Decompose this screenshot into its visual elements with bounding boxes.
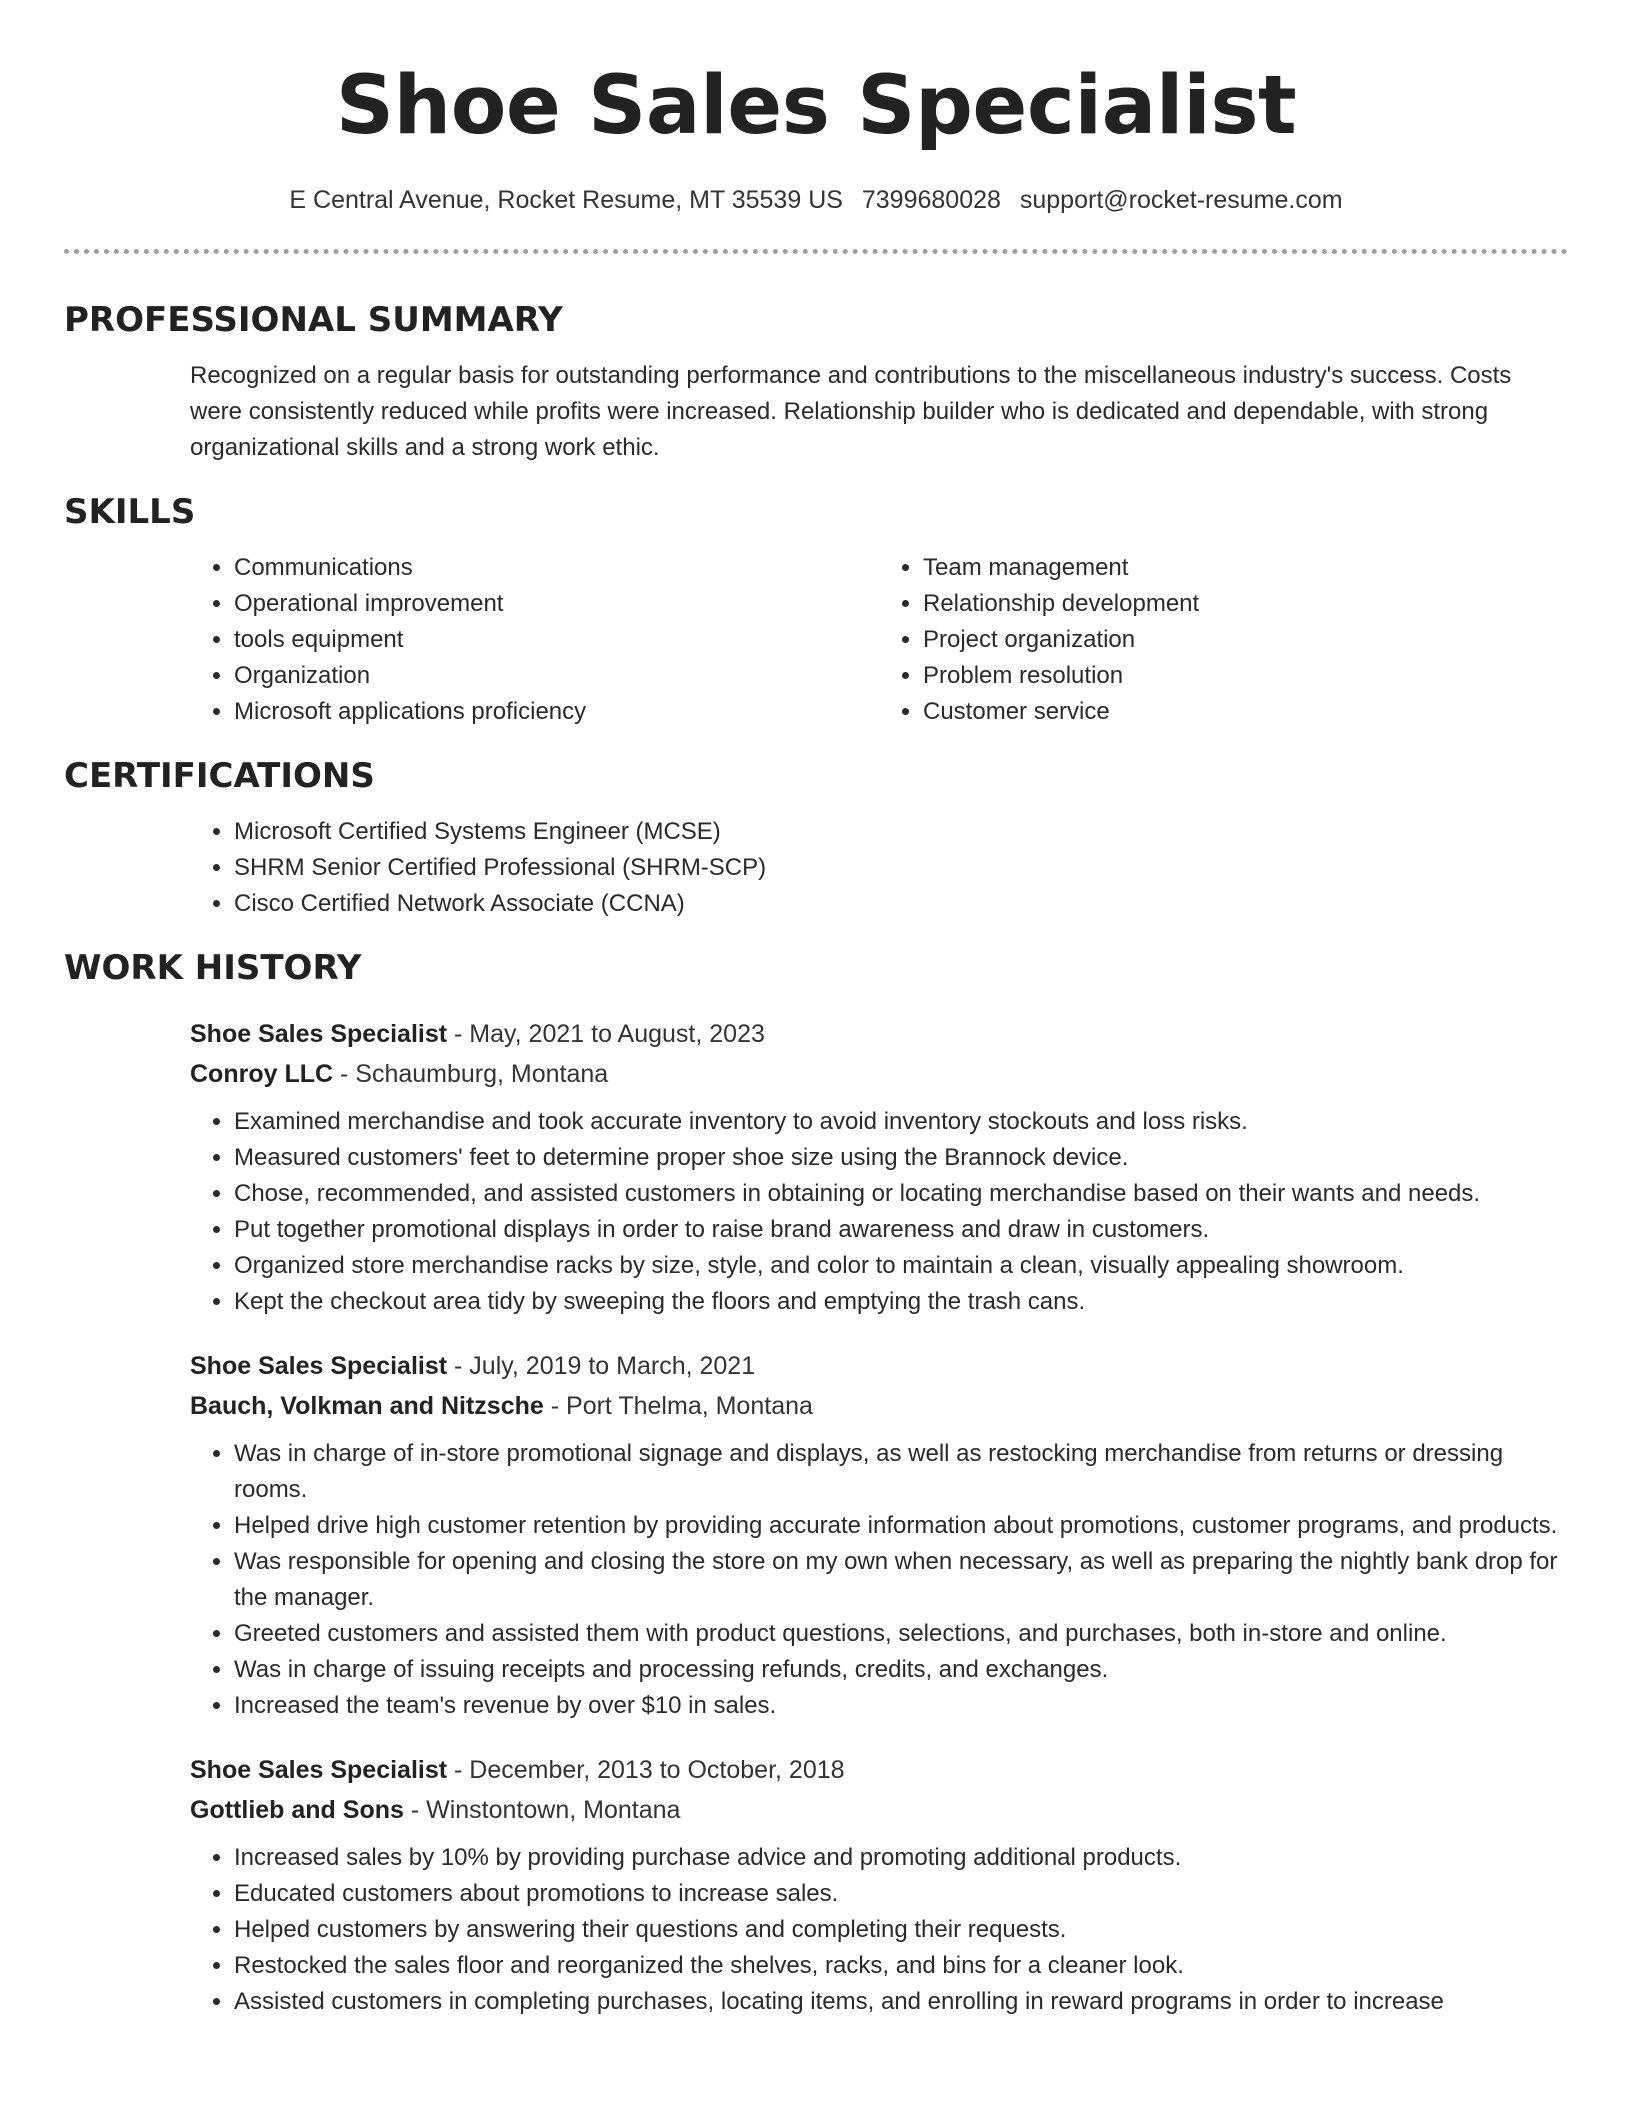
job-entry	[190, 1346, 1568, 1724]
job-bullet: • Was in charge of issuing receipts and processing refunds, credits, and exchanges.	[234, 1652, 1568, 1688]
job-location: - Port Thelma, Montana	[543, 1392, 813, 1420]
job-bullet: • Kept the checkout area tidy by sweeping the floors and emptying the trash cans.	[234, 1284, 1568, 1320]
job-company-line	[190, 1054, 1568, 1094]
job-bullet: • Chose, recommended, and assisted customers in obtaining or locating merchandise based on their wants and needs.	[234, 1176, 1568, 1212]
job-bullet: • Was responsible for opening and closing the store on my own when necessary, as well as preparing the nightly bank drop for the manager.	[234, 1544, 1568, 1616]
job-title-line	[190, 1750, 1568, 1790]
skill-item: • Microsoft applications proficiency	[234, 694, 879, 730]
job-location: - Winstontown, Montana	[403, 1796, 681, 1824]
certification-item: • Cisco Certified Network Associate (CCNA)	[234, 886, 1568, 922]
skill-item: • Project organization	[923, 622, 1568, 658]
job-bullet: • Greeted customers and assisted them with product questions, selections, and purchases, both in-store and online.	[234, 1616, 1568, 1652]
job-company: Bauch, Volkman and Nitzsche	[190, 1392, 544, 1420]
job-bullet: • Examined merchandise and took accurate inventory to avoid inventory stockouts and loss risks.	[234, 1104, 1568, 1140]
skill-item: • Problem resolution	[923, 658, 1568, 694]
job-bullet: • Restocked the sales floor and reorganized the shelves, racks, and bins for a cleaner look.	[234, 1948, 1568, 1984]
job-bullets	[190, 1436, 1568, 1724]
job-bullet: • Assisted customers in completing purchases, locating items, and enrolling in reward programs in order to increase	[234, 1984, 1568, 2020]
job-title: Shoe Sales Specialist	[190, 1756, 448, 1784]
summary-text: Recognized on a regular basis for outstanding performance and contributions to the miscellaneous industry's success. Costs were consistently reduced while profits were increased. Relationship builder who is dedicated and dependable, with strong organizational skills and a strong work ethic.	[190, 362, 1512, 461]
resume-name: Shoe Sales Specialist	[335, 59, 1297, 153]
job-entry	[190, 1750, 1568, 2020]
certification-item: • SHRM Senior Certified Professional (SHRM-SCP)	[234, 850, 1568, 886]
header-divider	[64, 249, 1568, 254]
job-dates: - May, 2021 to August, 2023	[447, 1020, 765, 1048]
summary-section	[64, 298, 1568, 466]
job-company: Gottlieb and Sons	[190, 1796, 404, 1824]
job-bullet: • Educated customers about promotions to increase sales.	[234, 1876, 1568, 1912]
skills-heading: SKILLS	[64, 492, 196, 532]
skills-columns	[190, 550, 1568, 730]
job-bullet: • Was in charge of in-store promotional signage and displays, as well as restocking merchandise from returns or dressing rooms.	[234, 1436, 1568, 1508]
certifications-section	[64, 754, 1568, 922]
job-title: Shoe Sales Specialist	[190, 1020, 448, 1048]
job-dates: - July, 2019 to March, 2021	[447, 1352, 756, 1380]
job-bullet: • Put together promotional displays in order to raise brand awareness and draw in customers.	[234, 1212, 1568, 1248]
summary-heading: PROFESSIONAL SUMMARY	[64, 300, 563, 340]
work-history-heading: WORK HISTORY	[64, 948, 362, 988]
job-company: Conroy LLC	[190, 1060, 334, 1088]
job-title: Shoe Sales Specialist	[190, 1352, 448, 1380]
job-bullet: • Helped customers by answering their questions and completing their requests.	[234, 1912, 1568, 1948]
job-location: - Schaumburg, Montana	[333, 1060, 609, 1088]
skills-left-list	[190, 550, 879, 730]
job-title-line	[190, 1346, 1568, 1386]
job-bullets	[190, 1104, 1568, 1320]
skills-section	[64, 490, 1568, 730]
contact-phone: 7399680028	[861, 186, 1001, 214]
job-title-line	[190, 1014, 1568, 1054]
job-bullets	[190, 1840, 1568, 2020]
skill-item: • Relationship development	[923, 586, 1568, 622]
job-company-line	[190, 1790, 1568, 1830]
certification-item: • Microsoft Certified Systems Engineer (MCSE)	[234, 814, 1568, 850]
skill-item: • tools equipment	[234, 622, 879, 658]
certifications-heading: CERTIFICATIONS	[64, 756, 375, 796]
skill-item: • Team management	[923, 550, 1568, 586]
job-company-line	[190, 1386, 1568, 1426]
job-bullet: • Organized store merchandise racks by size, style, and color to maintain a clean, visually appealing showroom.	[234, 1248, 1568, 1284]
job-bullet: • Measured customers' feet to determine proper shoe size using the Brannock device.	[234, 1140, 1568, 1176]
job-dates: - December, 2013 to October, 2018	[447, 1756, 845, 1784]
job-bullet: • Increased sales by 10% by providing purchase advice and promoting additional products.	[234, 1840, 1568, 1876]
contact-address: E Central Avenue, Rocket Resume, MT 35539 US	[289, 186, 843, 214]
job-bullet: • Helped drive high customer retention by providing accurate information about promotions, customer programs, and products.	[234, 1508, 1568, 1544]
skill-item: • Operational improvement	[234, 586, 879, 622]
skill-item: • Communications	[234, 550, 879, 586]
contact-line	[64, 184, 1568, 216]
skills-right-list	[879, 550, 1568, 730]
contact-email[interactable]: support@rocket-resume.com	[1019, 186, 1343, 214]
certifications-list	[190, 814, 1568, 922]
work-history-section	[64, 946, 1568, 2020]
skill-item: • Organization	[234, 658, 879, 694]
job-bullet: • Increased the team's revenue by over $10 in sales.	[234, 1688, 1568, 1724]
skill-item: • Customer service	[923, 694, 1568, 730]
job-entry	[190, 1014, 1568, 1320]
